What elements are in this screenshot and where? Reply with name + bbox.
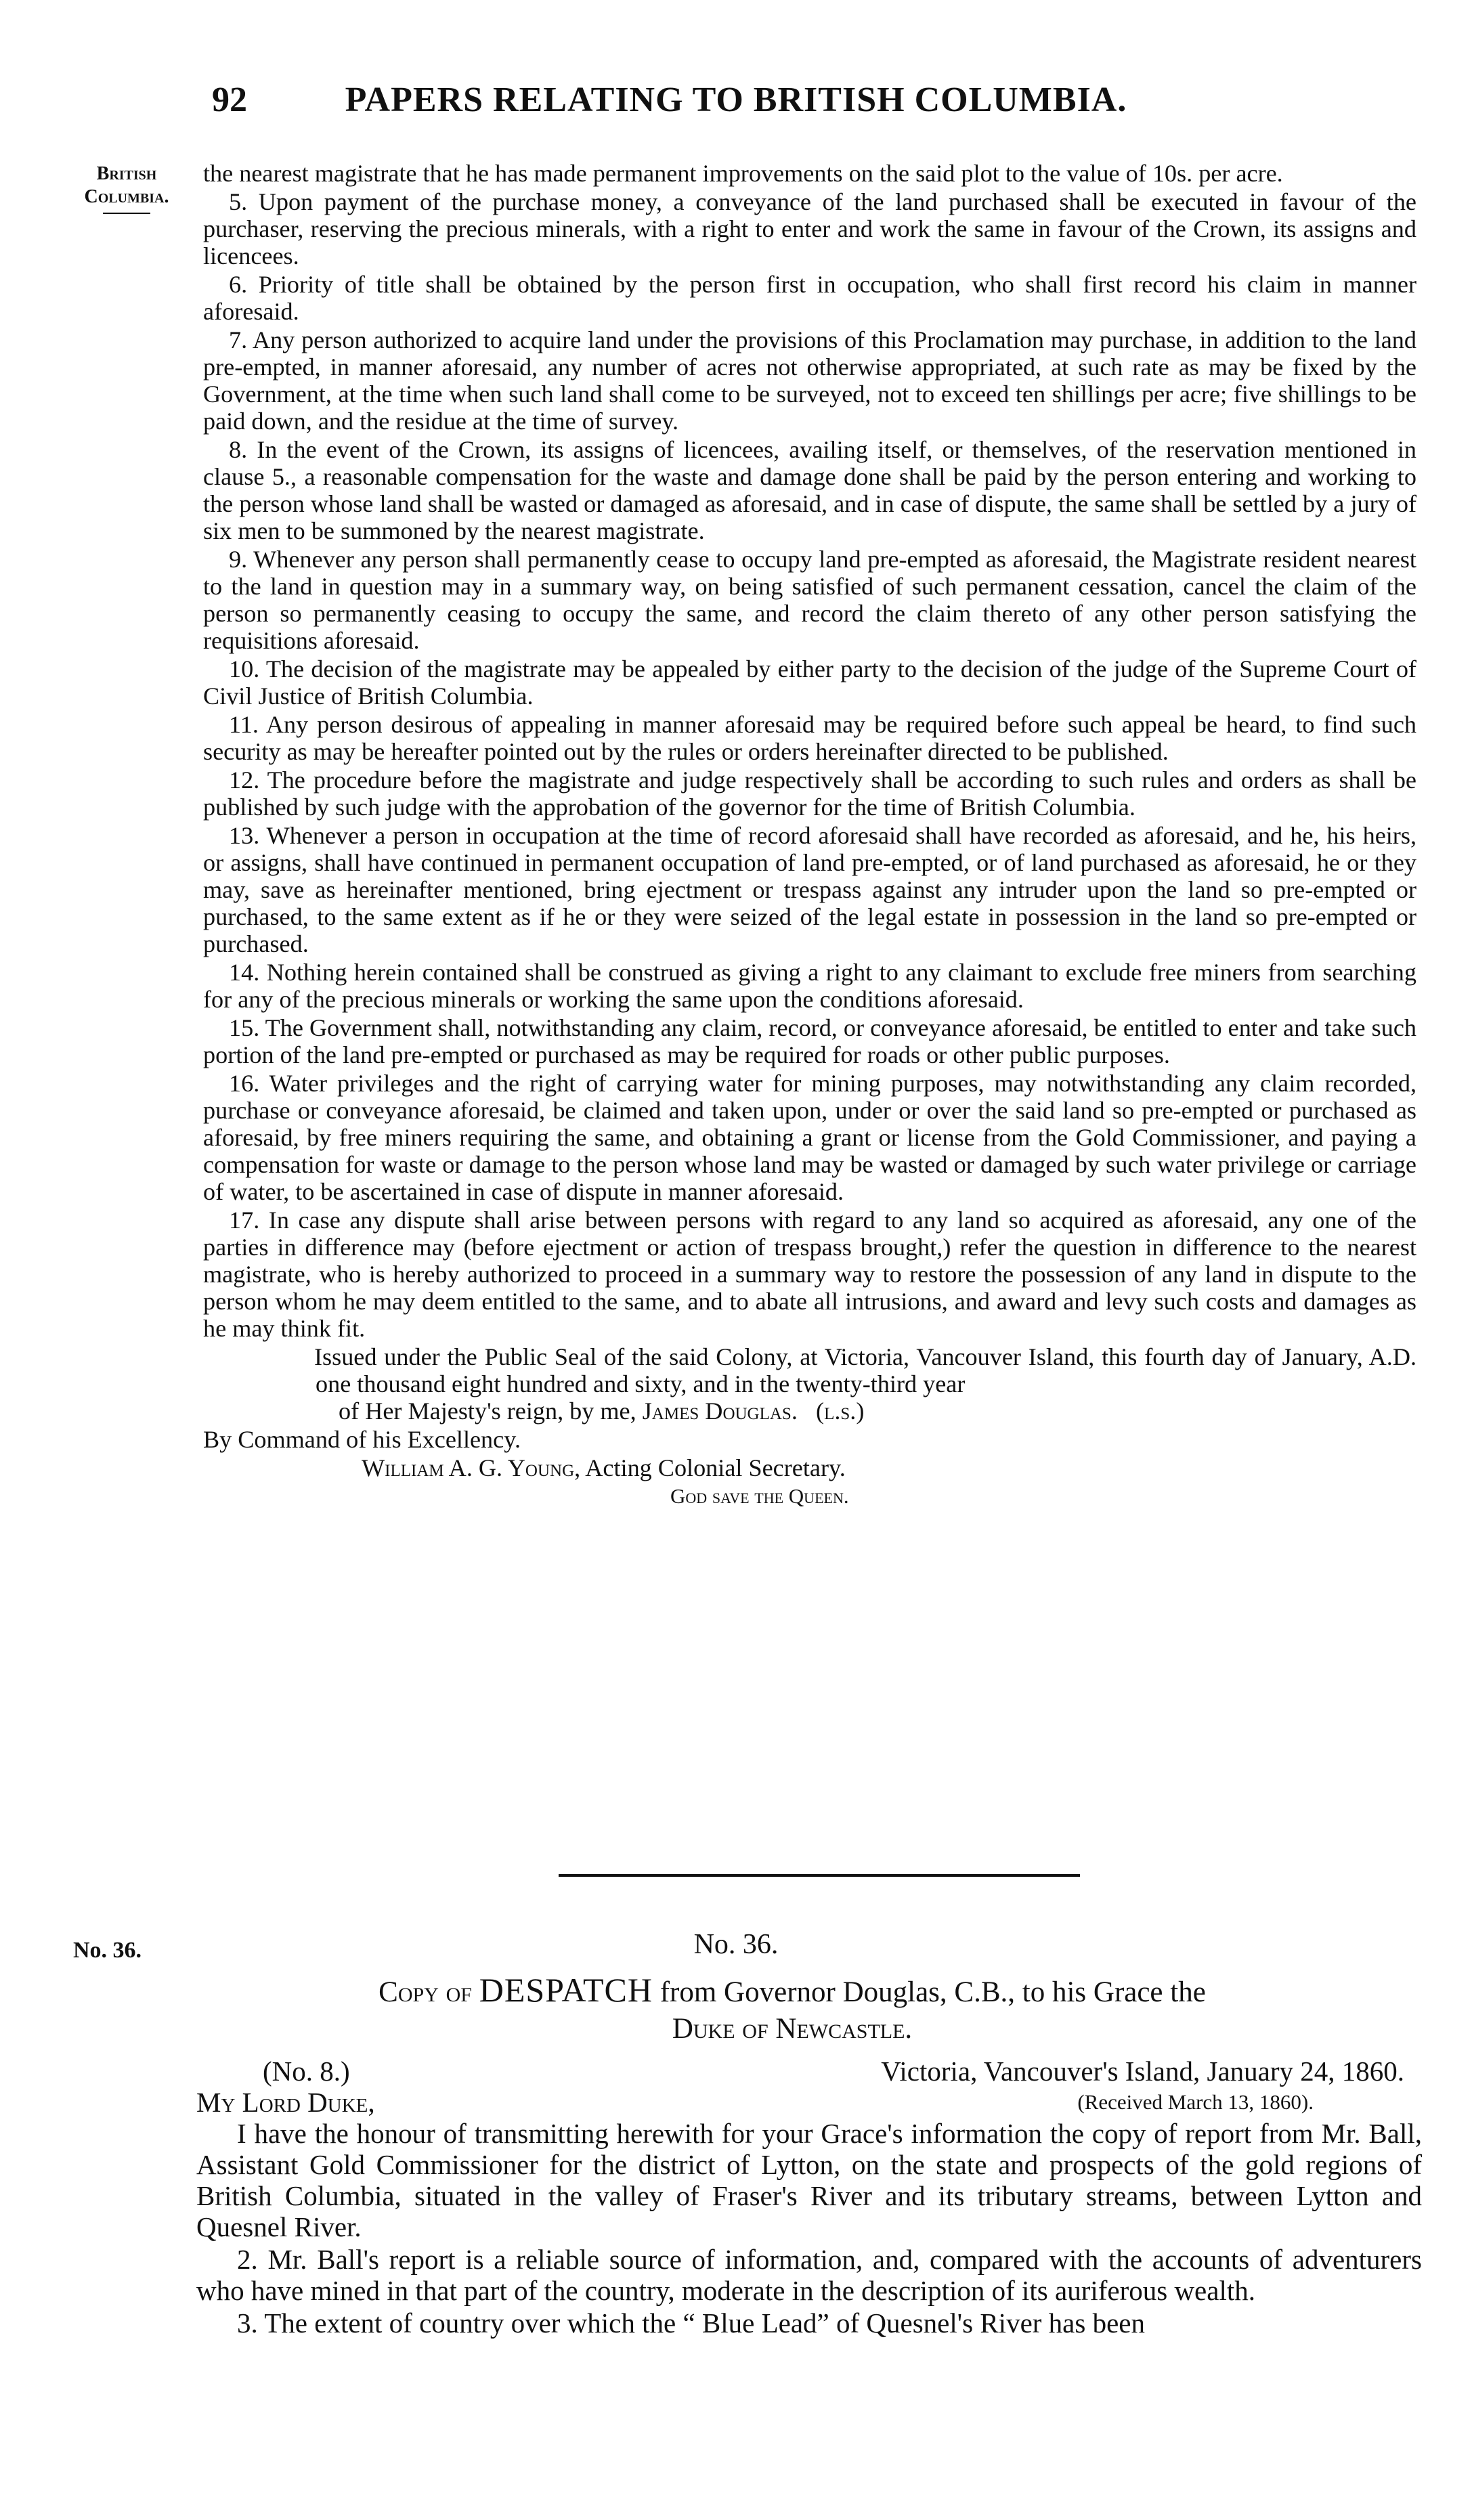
closing-line: God save the Queen. [670, 1484, 849, 1508]
clause-17: 17. In case any dispute shall arise between persons with regard to any land so acquired as aforesaid, any one of the parties in difference may (before ejectment or action of trespass brought,) refer the question in difference to the nearest magistrate, who is hereby authorized to proceed in a summary way to restore the possession of any land in dispute to the person whom he may deem entitled to the same, and to abate all intrusions, and award and levy such costs and damages as he may think fit. [203, 1207, 1416, 1342]
title-copy-of: Copy of [378, 1976, 472, 2008]
despatch-number: No. 36. [693, 1929, 779, 1960]
margin-note-rule [103, 213, 150, 214]
secretary-line [203, 1454, 1416, 1481]
letter-paragraph-1: I have the honour of transmitting herewith for your Grace's information the copy of report from Mr. Ball, Assistant Gold Commissioner for the district of Lytton, on the state and prospects of the gold regions of British Columbia, situated in the valley of Fraser's River and its tributary streams, between Lytton and Quesnel River. [196, 2118, 1422, 2242]
page-number: 92 [212, 81, 247, 119]
section-divider [559, 1874, 1080, 1877]
running-title: PAPERS RELATING TO BRITISH COLUMBIA. [345, 81, 1127, 119]
clause-14: 14. Nothing herein contained shall be construed as giving a right to any claimant to exclude free miners from searching for any of the precious minerals or working the same upon the conditions aforesaid. [203, 959, 1416, 1013]
page-header [0, 80, 1472, 141]
signatory-name: James Douglas. [642, 1397, 798, 1425]
received-date: (Received March 13, 1860). [1077, 2090, 1314, 2114]
signature-line [316, 1397, 1416, 1425]
clause-16: 16. Water privileges and the right of carrying water for mining purposes, may notwithstanding any claim recorded, purchase or conveyance aforesaid, be claimed and taken upon, under or over the said land so pre-empted or purchased as aforesaid, by free miners requiring the same, and obtaining a grant or license from the Gold Commissioner, and paying a compensation for waste or damage to the person whose land may be wasted or damaged by such water privilege or carriage of water, to be ascertained in case of dispute in manner aforesaid. [203, 1070, 1416, 1205]
letter-paragraph-3: 3. The extent of country over which the “ Blue Lead” of Quesnel's River has been [237, 2307, 1145, 2339]
secretary-name: William A. G. Young, [362, 1454, 581, 1481]
despatch-margin-number: No. 36. [73, 1938, 142, 1963]
margin-note-line2: Columbia. [84, 186, 169, 207]
issued-text: Issued under the Public Seal of the said Colony, at Victoria, Vancouver Island, this fourth day of January, A.D. one thousand eight hundred and sixty, and in the twenty-third year [314, 1343, 1416, 1397]
clause-6: 6. Priority of title shall be obtained by the person first in occupation, who shall first record his claim in manner aforesaid. [203, 271, 1416, 325]
clause-9: 9. Whenever any person shall permanently cease to occupy land pre-empted as aforesaid, the Magistrate resident nearest to the land in question may in a summary way, on being satisfied of such permanent cessation, cancel the claim of the person so permanently ceasing to occupy the same, and record the claim thereto of any other person satisfying the requisitions aforesaid. [203, 546, 1416, 654]
clause-5: 5. Upon payment of the purchase money, a conveyance of the land purchased shall be executed in favour of the purchaser, reserving the precious minerals, with a right to enter and work the same in favour of the Crown, its assigns and licencees. [203, 188, 1416, 269]
clause-8: 8. In the event of the Crown, its assigns of licencees, availing itself, or themselves, of the reservation mentioned in clause 5., a reasonable compensation for the waste and damage done shall be paid by the person entering and working to the person whose land shall be wasted or damaged as aforesaid, and in case of dispute, the same shall be settled by a jury of six men to be summoned by the nearest magistrate. [203, 436, 1416, 544]
clause-10: 10. The decision of the magistrate may be appealed by either party to the decision of the judge of the Supreme Court of Civil Justice of British Columbia. [203, 655, 1416, 710]
proclamation-body [203, 160, 1416, 1511]
despatch-letter [196, 2056, 1422, 2340]
clause-12: 12. The procedure before the magistrate and judge respectively shall be according to such rules and orders as shall be published by such judge with the approbation of the governor for the time of British Columbia. [203, 766, 1416, 821]
margin-note-line1: British [96, 163, 157, 184]
letter-salutation-row [196, 2087, 1422, 2118]
despatch-title [217, 1972, 1368, 2047]
salutation: My Lord Duke, [196, 2087, 375, 2118]
title-despatch: DESPATCH [479, 1971, 653, 2009]
issued-end: of Her Majesty's reign, by me, [339, 1397, 636, 1425]
by-command: By Command of his Excellency. [203, 1426, 521, 1453]
letter-dateline [196, 2056, 1422, 2087]
issued-statement [203, 1343, 1416, 1425]
signatory-block [643, 1397, 865, 1425]
margin-note [62, 162, 191, 214]
secretary-title: Acting Colonial Secretary. [585, 1454, 846, 1481]
letter-paragraph-2: 2. Mr. Ball's report is a reliable source of information, and, compared with the accounts of adventurers who have mined in that part of the country, moderate in the description of its auriferous wealth. [196, 2244, 1422, 2306]
clause-7: 7. Any person authorized to acquire land under the provisions of this Proclamation may purchase, in addition to the land pre-empted, in manner aforesaid, any number of acres not otherwise appropriated, at such rate as may be fixed by the Government, at the time when such land shall come to be surveyed, not to exceed ten shillings per acre; five shillings to be paid down, and the residue at the time of survey. [203, 326, 1416, 435]
place-date: Victoria, Vancouver's Island, January 24, 1860. [881, 2056, 1404, 2087]
seal-mark: (l.s.) [816, 1397, 865, 1425]
title-from: from Governor Douglas, C.B., to his Grace the [659, 1976, 1206, 2008]
clause-15: 15. The Government shall, notwithstanding any claim, record, or conveyance aforesaid, be entitled to enter and take such portion of the land pre-empted or purchased as may be required for roads or other public purposes. [203, 1014, 1416, 1068]
title-duke: Duke of Newcastle. [672, 2013, 913, 2045]
proclamation-opening: the nearest magistrate that he has made permanent improvements on the said plot to the value of 10s. per acre. [203, 160, 1283, 187]
despatch-ref: (No. 8.) [263, 2056, 350, 2087]
clause-13: 13. Whenever a person in occupation at the time of record aforesaid shall have recorded as aforesaid, and he, his heirs, or assigns, shall have continued in permanent occupation of land pre-empted, or of land purchased as aforesaid, he or they may, save as hereinafter mentioned, bring ejectment or trespass against any intruder upon the land so pre-empted or purchased, to the same extent as if he or they were seized of the legal estate in possession in the land so pre-empted or purchased. [203, 822, 1416, 957]
clause-11: 11. Any person desirous of appealing in manner aforesaid may be required before such appeal be heard, to find such security as may be hereafter pointed out by the rules or orders hereinafter directed to be published. [203, 711, 1416, 765]
